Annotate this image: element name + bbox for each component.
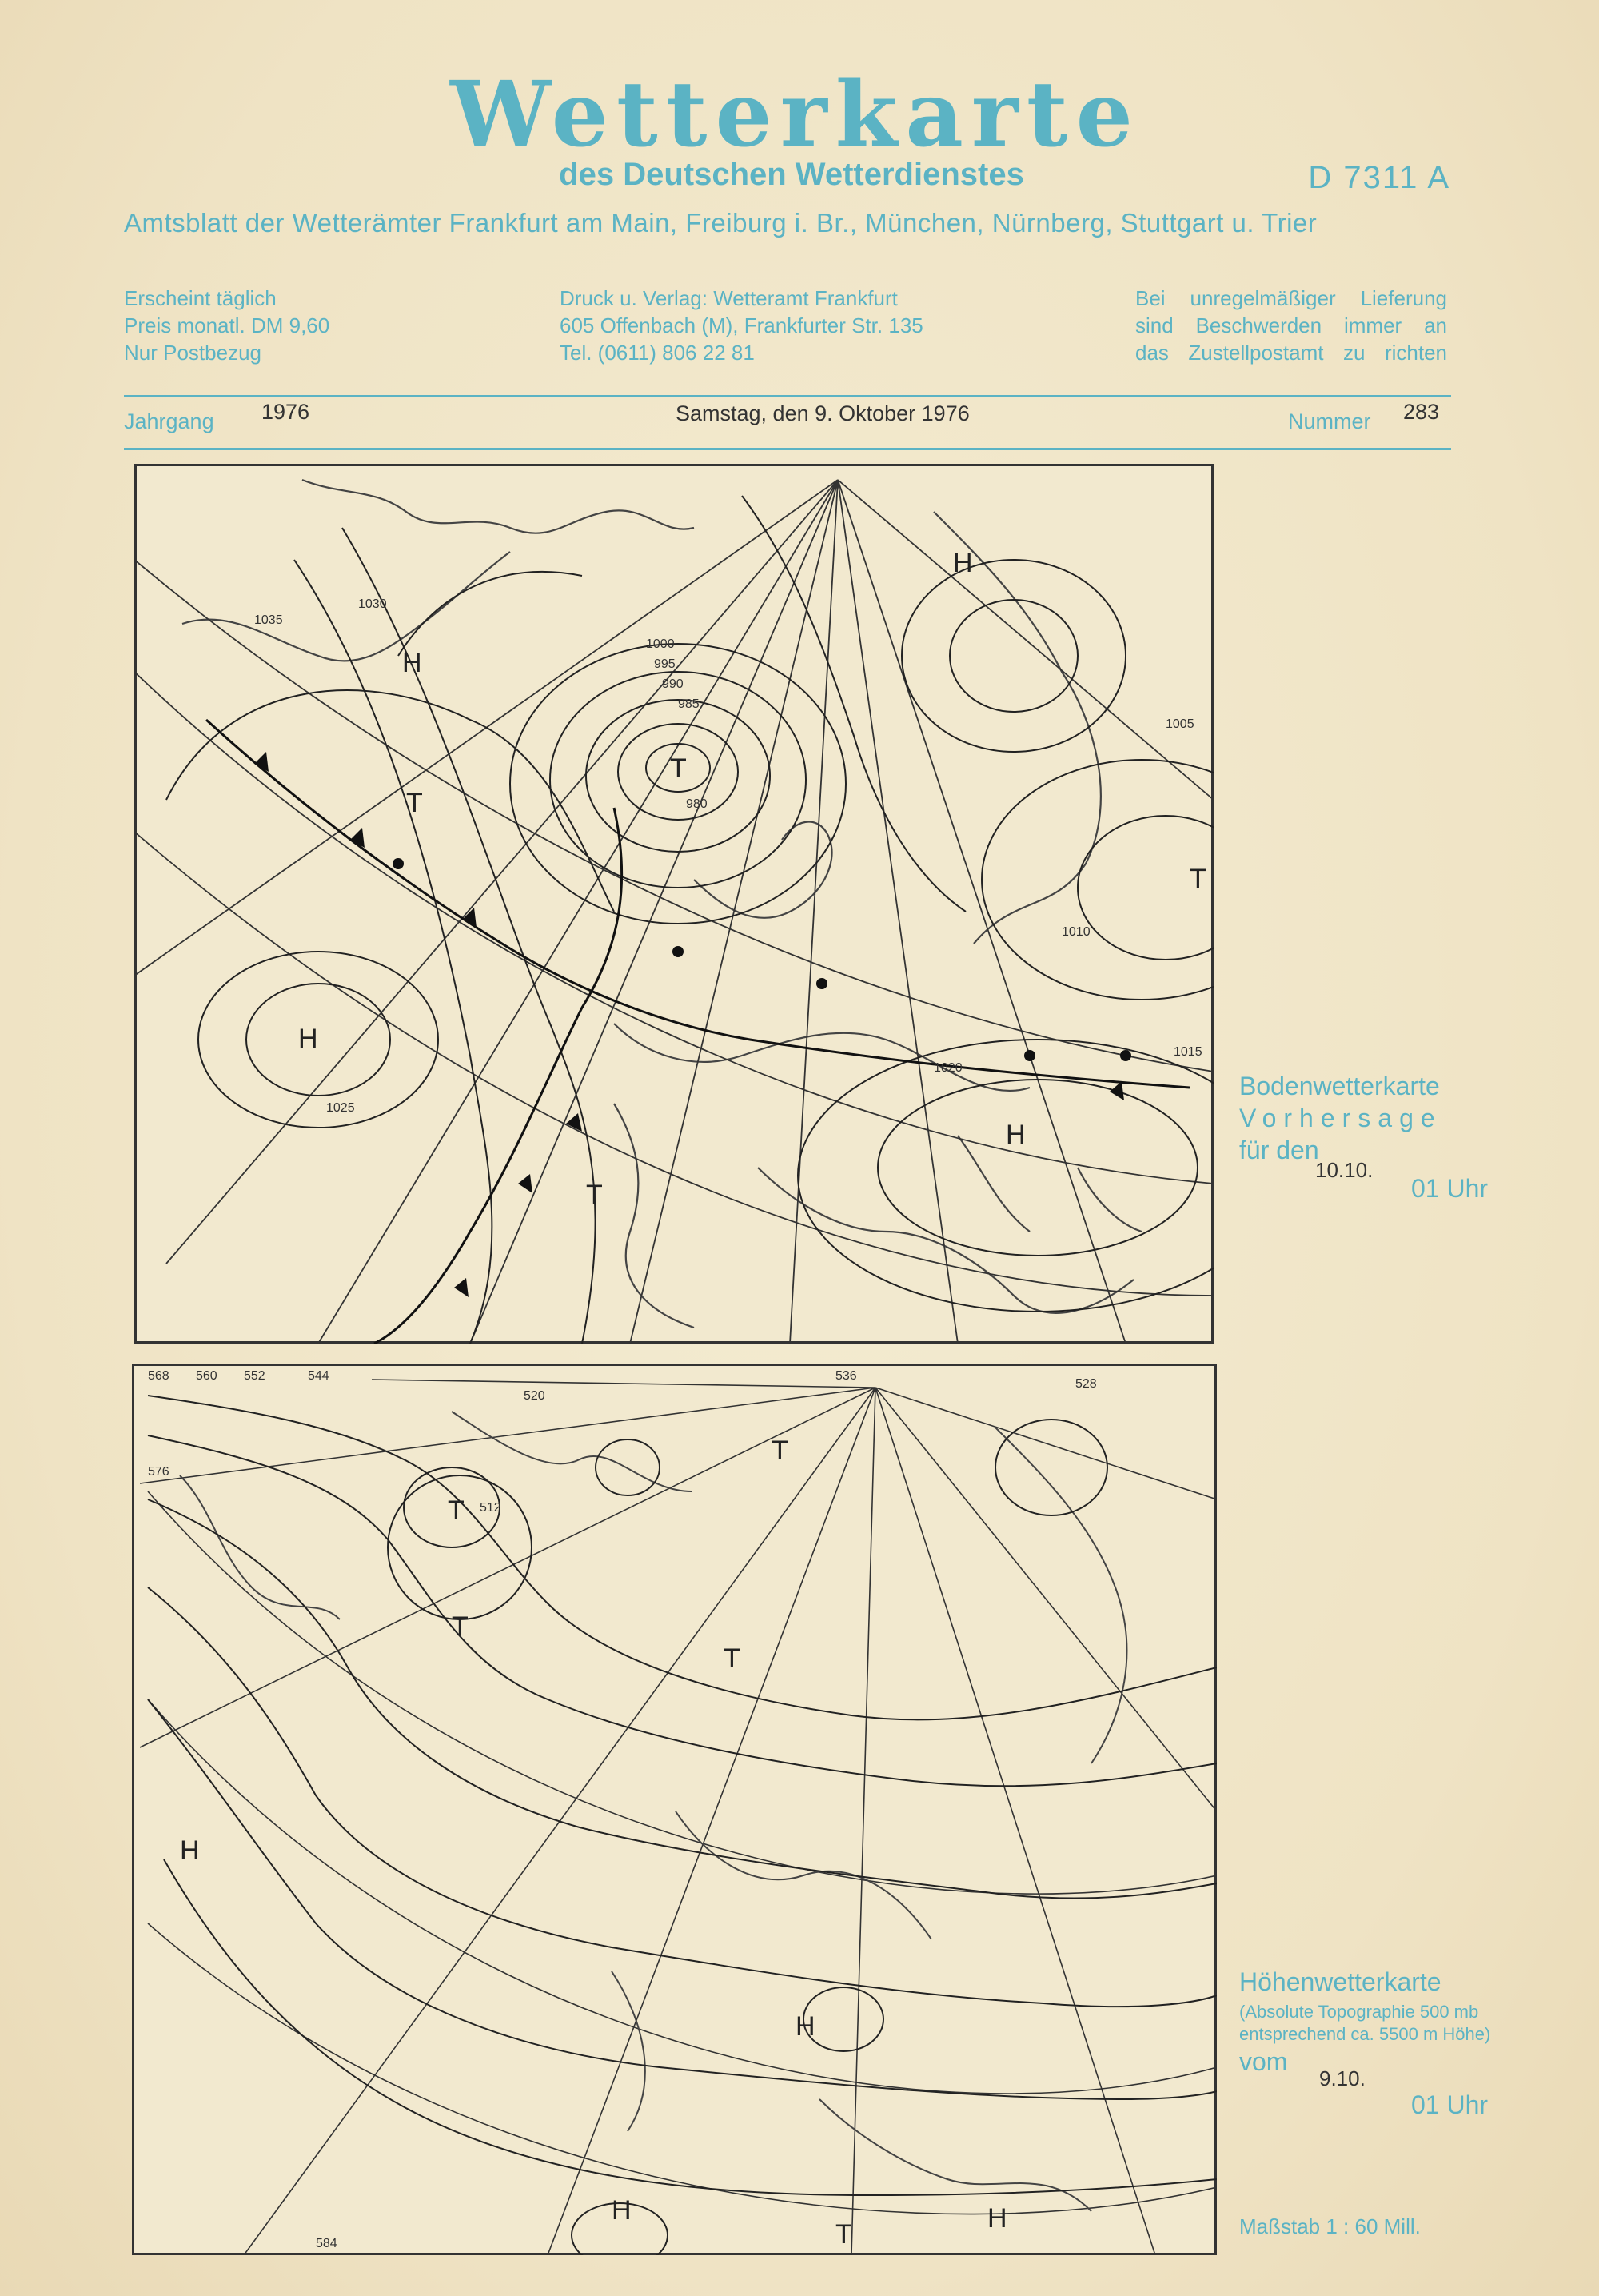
front-dot	[1120, 1050, 1131, 1061]
isobar	[166, 690, 614, 912]
map-scale: Maßstab 1 : 60 Mill.	[1239, 2214, 1421, 2238]
high-label: H	[953, 548, 973, 578]
coast-line	[180, 1475, 340, 1619]
contour	[596, 1439, 660, 1495]
coastlines	[182, 480, 1142, 1328]
front-triangle	[454, 1278, 469, 1297]
upper-map-date: 9.10.	[1319, 2066, 1366, 2090]
contour	[995, 1420, 1107, 1515]
low-label: T	[670, 753, 687, 784]
info-line: 605 Offenbach (M), Frankfurter Str. 135	[560, 313, 923, 337]
info-line: Druck u. Verlag: Wetteramt Frankfurt	[560, 286, 898, 310]
contour-label: 576	[148, 1465, 169, 1479]
contour-label: 544	[308, 1369, 329, 1383]
parallel-line	[148, 1491, 1217, 1894]
info-right	[1135, 285, 1447, 366]
nummer-label: Nummer	[1288, 409, 1371, 433]
isobar-label: 995	[654, 657, 676, 671]
contour-label: 552	[244, 1369, 265, 1383]
isobar-label: 990	[662, 677, 684, 691]
info-line: sind Beschwerden immer an	[1135, 313, 1447, 337]
upper-air-map	[132, 1364, 1217, 2255]
front-dot	[1024, 1050, 1035, 1061]
info-line: Preis monatl. DM 9,60	[124, 313, 330, 337]
low-label: T	[406, 788, 423, 818]
contour-label: 560	[196, 1369, 217, 1383]
issue-date: Samstag, den 9. Oktober 1976	[676, 401, 970, 425]
coast-line	[676, 1811, 931, 1939]
coast-line	[302, 480, 694, 533]
contour	[148, 1499, 1217, 1899]
high-label: H	[298, 1024, 318, 1054]
contour	[148, 1396, 1217, 1719]
isobar-label: 1030	[358, 597, 387, 611]
surface-map-svg	[134, 464, 1214, 1344]
info-center	[560, 285, 923, 366]
low-label: T	[448, 1495, 465, 1526]
isobar	[950, 600, 1078, 712]
contour-label: 568	[148, 1369, 169, 1383]
upper-map-note	[1239, 2001, 1490, 2046]
contour-label: 536	[835, 1369, 857, 1383]
isobar	[398, 572, 582, 656]
parallel-line	[148, 1699, 1217, 2094]
masthead-title: Wetterkarte	[450, 62, 1141, 167]
isobar-label: 980	[686, 797, 708, 811]
contour-label: 520	[524, 1389, 545, 1403]
high-label: H	[1006, 1120, 1026, 1150]
info-left	[124, 285, 329, 366]
nummer-value: 283	[1403, 400, 1440, 424]
meridian-lines	[140, 1380, 1217, 2255]
high-label: H	[612, 2195, 632, 2226]
info-line: Bei unregelmäßiger Lieferung	[1135, 286, 1447, 310]
graticule	[140, 1380, 1217, 2255]
contour-label: 584	[316, 2237, 337, 2250]
rule-bottom	[124, 448, 1451, 450]
meridian-lines	[134, 480, 1214, 1344]
parallel-line	[134, 672, 1214, 1184]
high-label: H	[402, 648, 422, 678]
isobar-label: 1020	[934, 1061, 963, 1075]
isobar	[878, 1080, 1198, 1256]
surface-map-date: 10.10.	[1315, 1158, 1374, 1182]
upper-map-time: 01 Uhr	[1411, 2090, 1489, 2119]
isobar-label: 1000	[646, 637, 675, 651]
contour	[148, 1587, 1217, 2007]
surface-weather-map	[134, 464, 1214, 1344]
coast-line	[614, 1024, 1030, 1091]
surface-map-line3: für den	[1239, 1136, 1319, 1164]
isobar	[982, 760, 1214, 1000]
masthead-subtitle: des Deutschen Wetterdienstes	[559, 157, 1024, 192]
jahrgang-value: 1976	[261, 400, 310, 424]
geopotential-contours	[148, 1396, 1217, 2255]
front-dot	[672, 946, 684, 957]
surface-map-line2: Vorhersage	[1239, 1104, 1442, 1132]
coast-line	[452, 1412, 692, 1491]
graticule	[134, 480, 1214, 1344]
upper-map-title: Höhenwetterkarte	[1239, 1967, 1441, 1996]
info-line: Erscheint täglich	[124, 286, 277, 310]
isobar	[246, 984, 390, 1096]
cold-front	[206, 720, 1190, 1344]
low-label: T	[835, 2219, 852, 2250]
contour	[803, 1987, 883, 2051]
coast-line	[182, 552, 510, 661]
low-label: T	[1190, 864, 1206, 894]
low-label: T	[586, 1180, 603, 1210]
upper-map-caption	[1239, 1966, 1441, 1998]
coast-line	[958, 1136, 1142, 1232]
upper-map-note-line: (Absolute Topographie 500 mb	[1239, 2002, 1479, 2022]
isobar-label: 1015	[1174, 1045, 1202, 1059]
high-label: H	[796, 2011, 815, 2042]
high-label: H	[987, 2203, 1007, 2234]
low-label: T	[772, 1435, 788, 1466]
coast-line	[614, 1104, 694, 1328]
map-frame	[134, 1365, 1216, 2254]
front-line	[206, 720, 1190, 1088]
isobar-label: 985	[678, 697, 700, 711]
isobar-label: 1025	[326, 1101, 355, 1115]
isobar	[902, 560, 1126, 752]
front-triangle	[1110, 1081, 1124, 1100]
isobar-label: 1005	[1166, 717, 1194, 731]
parallel-line	[134, 560, 1214, 1072]
surface-map-title: Bodenwetterkarte	[1239, 1072, 1440, 1100]
isobar-label: 1035	[254, 613, 283, 627]
publication-code: D 7311 A	[1308, 160, 1450, 195]
info-line: das Zustellpostamt zu richten	[1135, 341, 1447, 365]
isobars	[166, 496, 1214, 1344]
upper-map-svg	[132, 1364, 1217, 2255]
rule-top	[124, 395, 1451, 397]
front-dot	[816, 978, 827, 989]
contour	[164, 1859, 1217, 2195]
surface-map-caption	[1239, 1070, 1442, 1166]
low-label: T	[724, 1643, 740, 1674]
isobar-label: 1010	[1062, 925, 1091, 939]
contour-label: 512	[480, 1501, 501, 1515]
jahrgang-label: Jahrgang	[124, 409, 214, 433]
info-line: Nur Postbezug	[124, 341, 261, 365]
amtsblatt-line: Amtsblatt der Wetterämter Frankfurt am Main, Freiburg i. Br., München, Nürnberg, Stuttgart u. Trier	[124, 208, 1318, 238]
coast-line	[995, 1428, 1126, 1763]
info-line: Tel. (0611) 806 22 81	[560, 341, 755, 365]
front-triangle	[518, 1174, 532, 1193]
surface-map-time: 01 Uhr	[1411, 1174, 1489, 1203]
upper-map-line3: vom	[1239, 2047, 1288, 2076]
coastlines	[180, 1412, 1126, 2211]
low-label: T	[452, 1611, 469, 1642]
isobar	[798, 1040, 1214, 1312]
high-label: H	[180, 1835, 200, 1866]
isobar	[198, 952, 438, 1128]
isobar	[342, 528, 596, 1344]
coast-line	[612, 1971, 1091, 2211]
contour-label: 528	[1075, 1377, 1097, 1391]
parallel-line	[134, 832, 1214, 1296]
upper-map-note-line: entsprechend ca. 5500 m Höhe)	[1239, 2024, 1491, 2044]
parallel-line	[148, 1923, 1217, 2214]
front-dot	[393, 858, 404, 869]
